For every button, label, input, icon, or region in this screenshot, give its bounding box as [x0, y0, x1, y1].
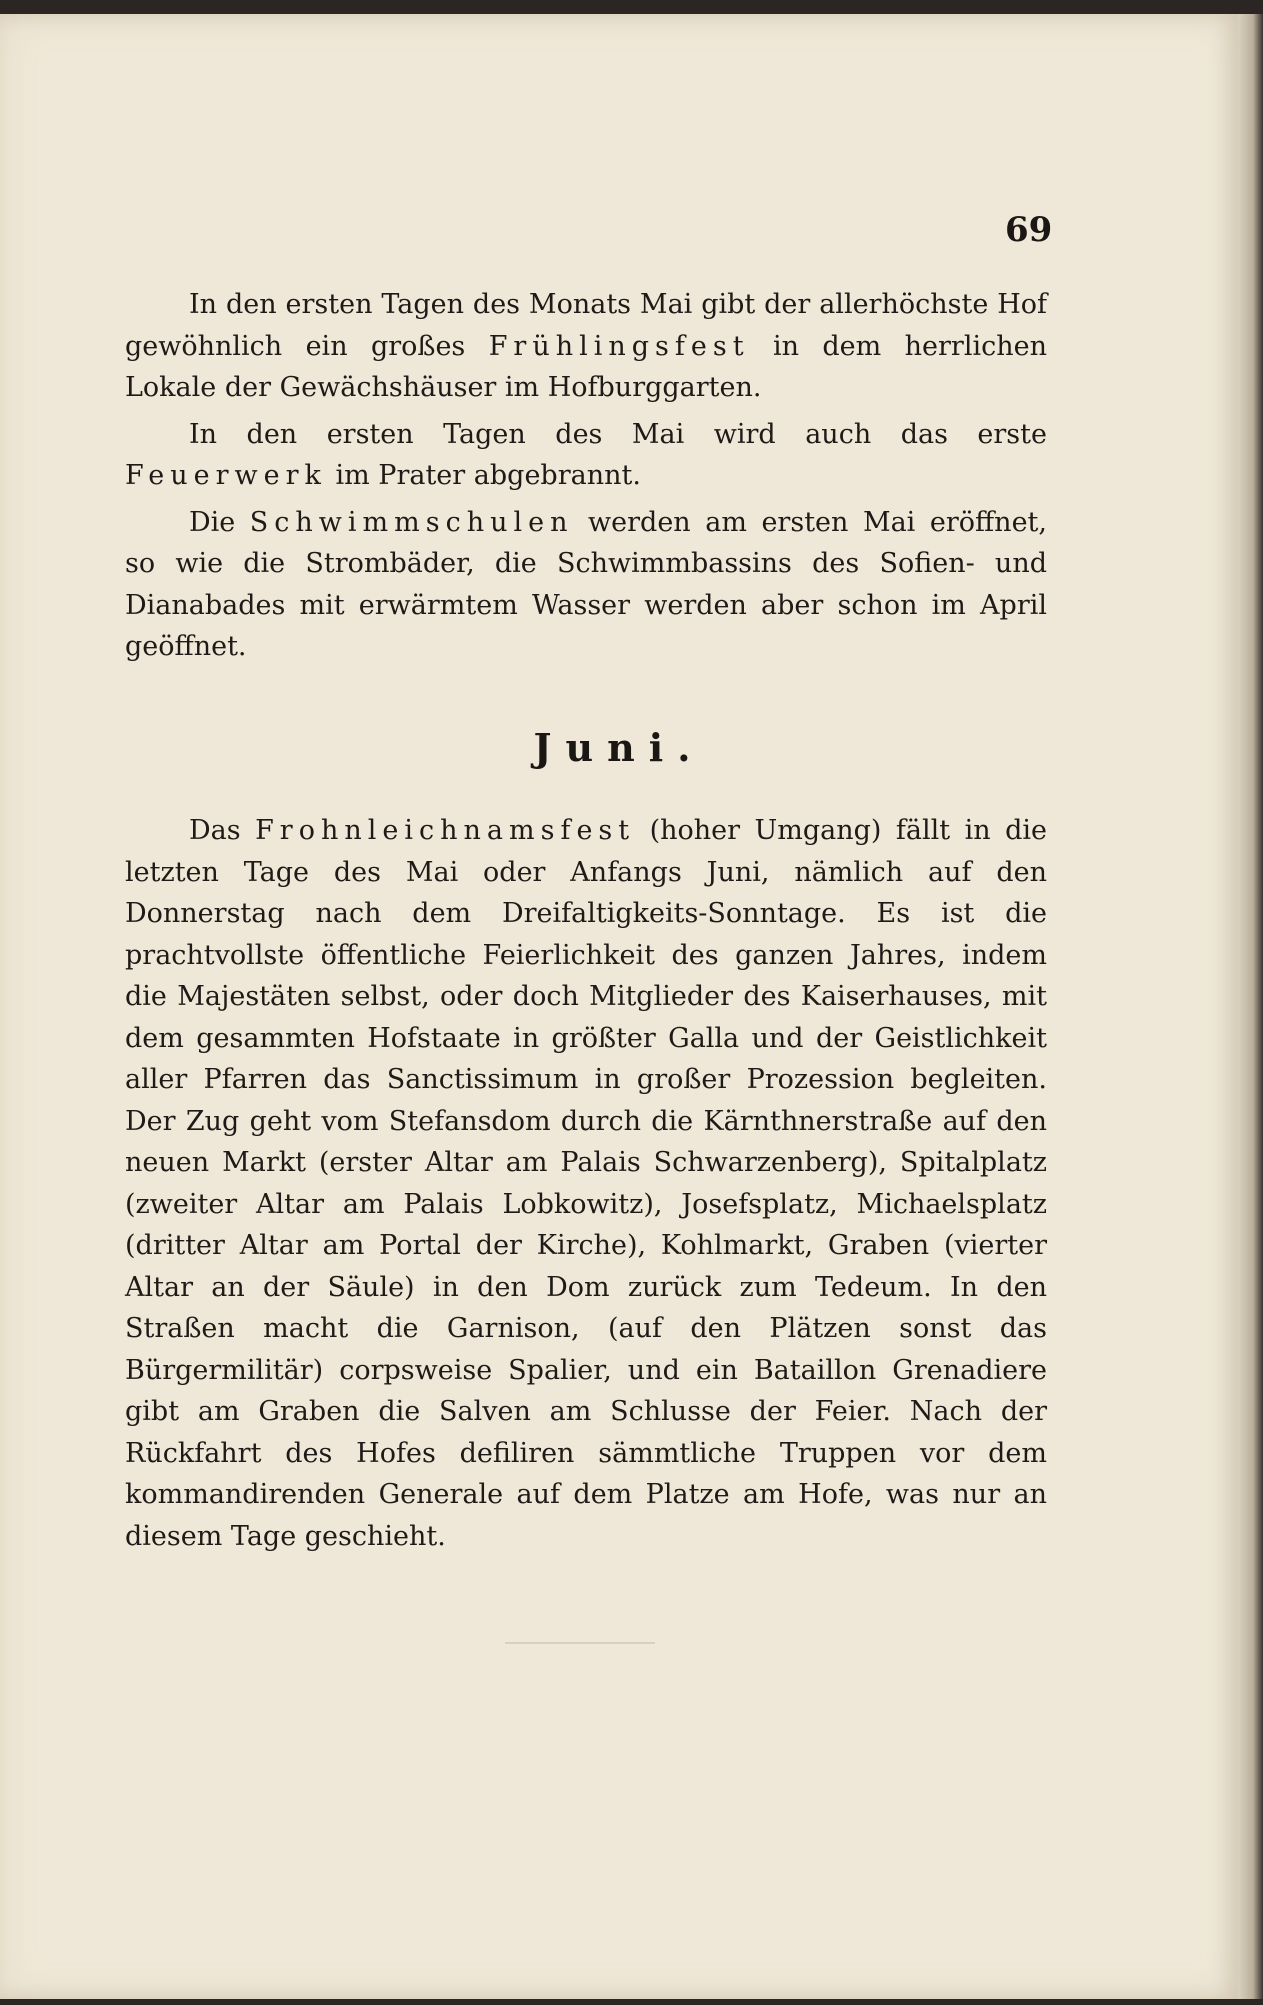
- bleed-through-rule: [505, 1642, 655, 1644]
- paragraph-frohnleichnam: [125, 810, 1047, 1557]
- top-text-block: [125, 284, 1047, 673]
- main-text-block: [125, 810, 1047, 1562]
- page-edge: [1238, 14, 1263, 1999]
- paragraph-schwimmschulen: [125, 502, 1047, 668]
- paragraph-2-spaced: Feuerwerk: [125, 460, 327, 491]
- paragraph-1-spaced: Frühlingsfest: [488, 330, 750, 362]
- paragraph-4-end: (hoher Umgang) fällt in die letzten Tage des Mai oder Anfangs Juni, nämlich auf den Donnerstag nach dem Dreifaltigkeits-Sonntage. Es ist die prachtvollste öffentliche Feierlichkeit des ganzen Jahres, indem die Majestäten selbst, oder doch Mitglieder des Kaiserhauses, mit dem gesammten Hofstaate in größter Galla und der Geistlichkeit aller Pfarren das Sanctissimum in großer Prozession begleiten. Der Zug geht vom Stefansdom durch die Kärnthnerstraße auf den neuen Markt (erster Altar am Palais Schwarzenberg), Spitalplatz (zweiter Altar am Palais Lobkowitz), Josefsplatz, Michaelsplatz (dritter Altar am Portal der Kirche), Kohlmarkt, Graben (vierter Altar an der Säule) in den Dom zurück zum Tedeum. In den Straßen macht die Garnison, (auf den Plätzen sonst das Bürgermilitär) corpsweise Spalier, und ein Bataillon Grenadiere gibt am Graben die Salven am Schlusse der Feier. Nach der Rückfahrt des Hofes defiliren sämmtliche Truppen vor dem kommandirenden Generale auf dem Platze am Hofe, was nur an diesem Tage geschieht.: [125, 815, 1047, 1552]
- section-heading-juni: Juni.: [533, 725, 705, 770]
- paragraph-1-end: in dem herrlichen Lokale der Gewächshäuser im Hofburggarten.: [125, 330, 1047, 403]
- paragraph-4-spaced: Frohnleichnamsfest: [255, 815, 636, 846]
- paragraph-2-end: im Prater abgebrannt.: [335, 460, 641, 491]
- page-number: 69: [1005, 210, 1053, 250]
- paragraph-2-text: In den ersten Tagen des Mai wird auch das erste: [189, 418, 1047, 450]
- paragraph-3-start: Die: [189, 506, 236, 538]
- paragraph-feuerwerk: [125, 414, 1047, 497]
- paragraph-3-spaced: Schwimmschulen: [249, 506, 574, 538]
- paragraph-1-text: In den ersten Tagen des Monats Mai gibt der allerhöchste Hof gewöhnlich ein großes: [125, 289, 1047, 362]
- paragraph-hof-fest: [125, 284, 1047, 409]
- paragraph-3-end: werden am ersten Mai eröffnet, so wie die Strombäder, die Schwimmbassins des Sofien- und Dianabades mit erwärmtem Wasser werden aber schon im April geöffnet.: [125, 506, 1047, 662]
- paragraph-4-start: Das: [189, 815, 241, 846]
